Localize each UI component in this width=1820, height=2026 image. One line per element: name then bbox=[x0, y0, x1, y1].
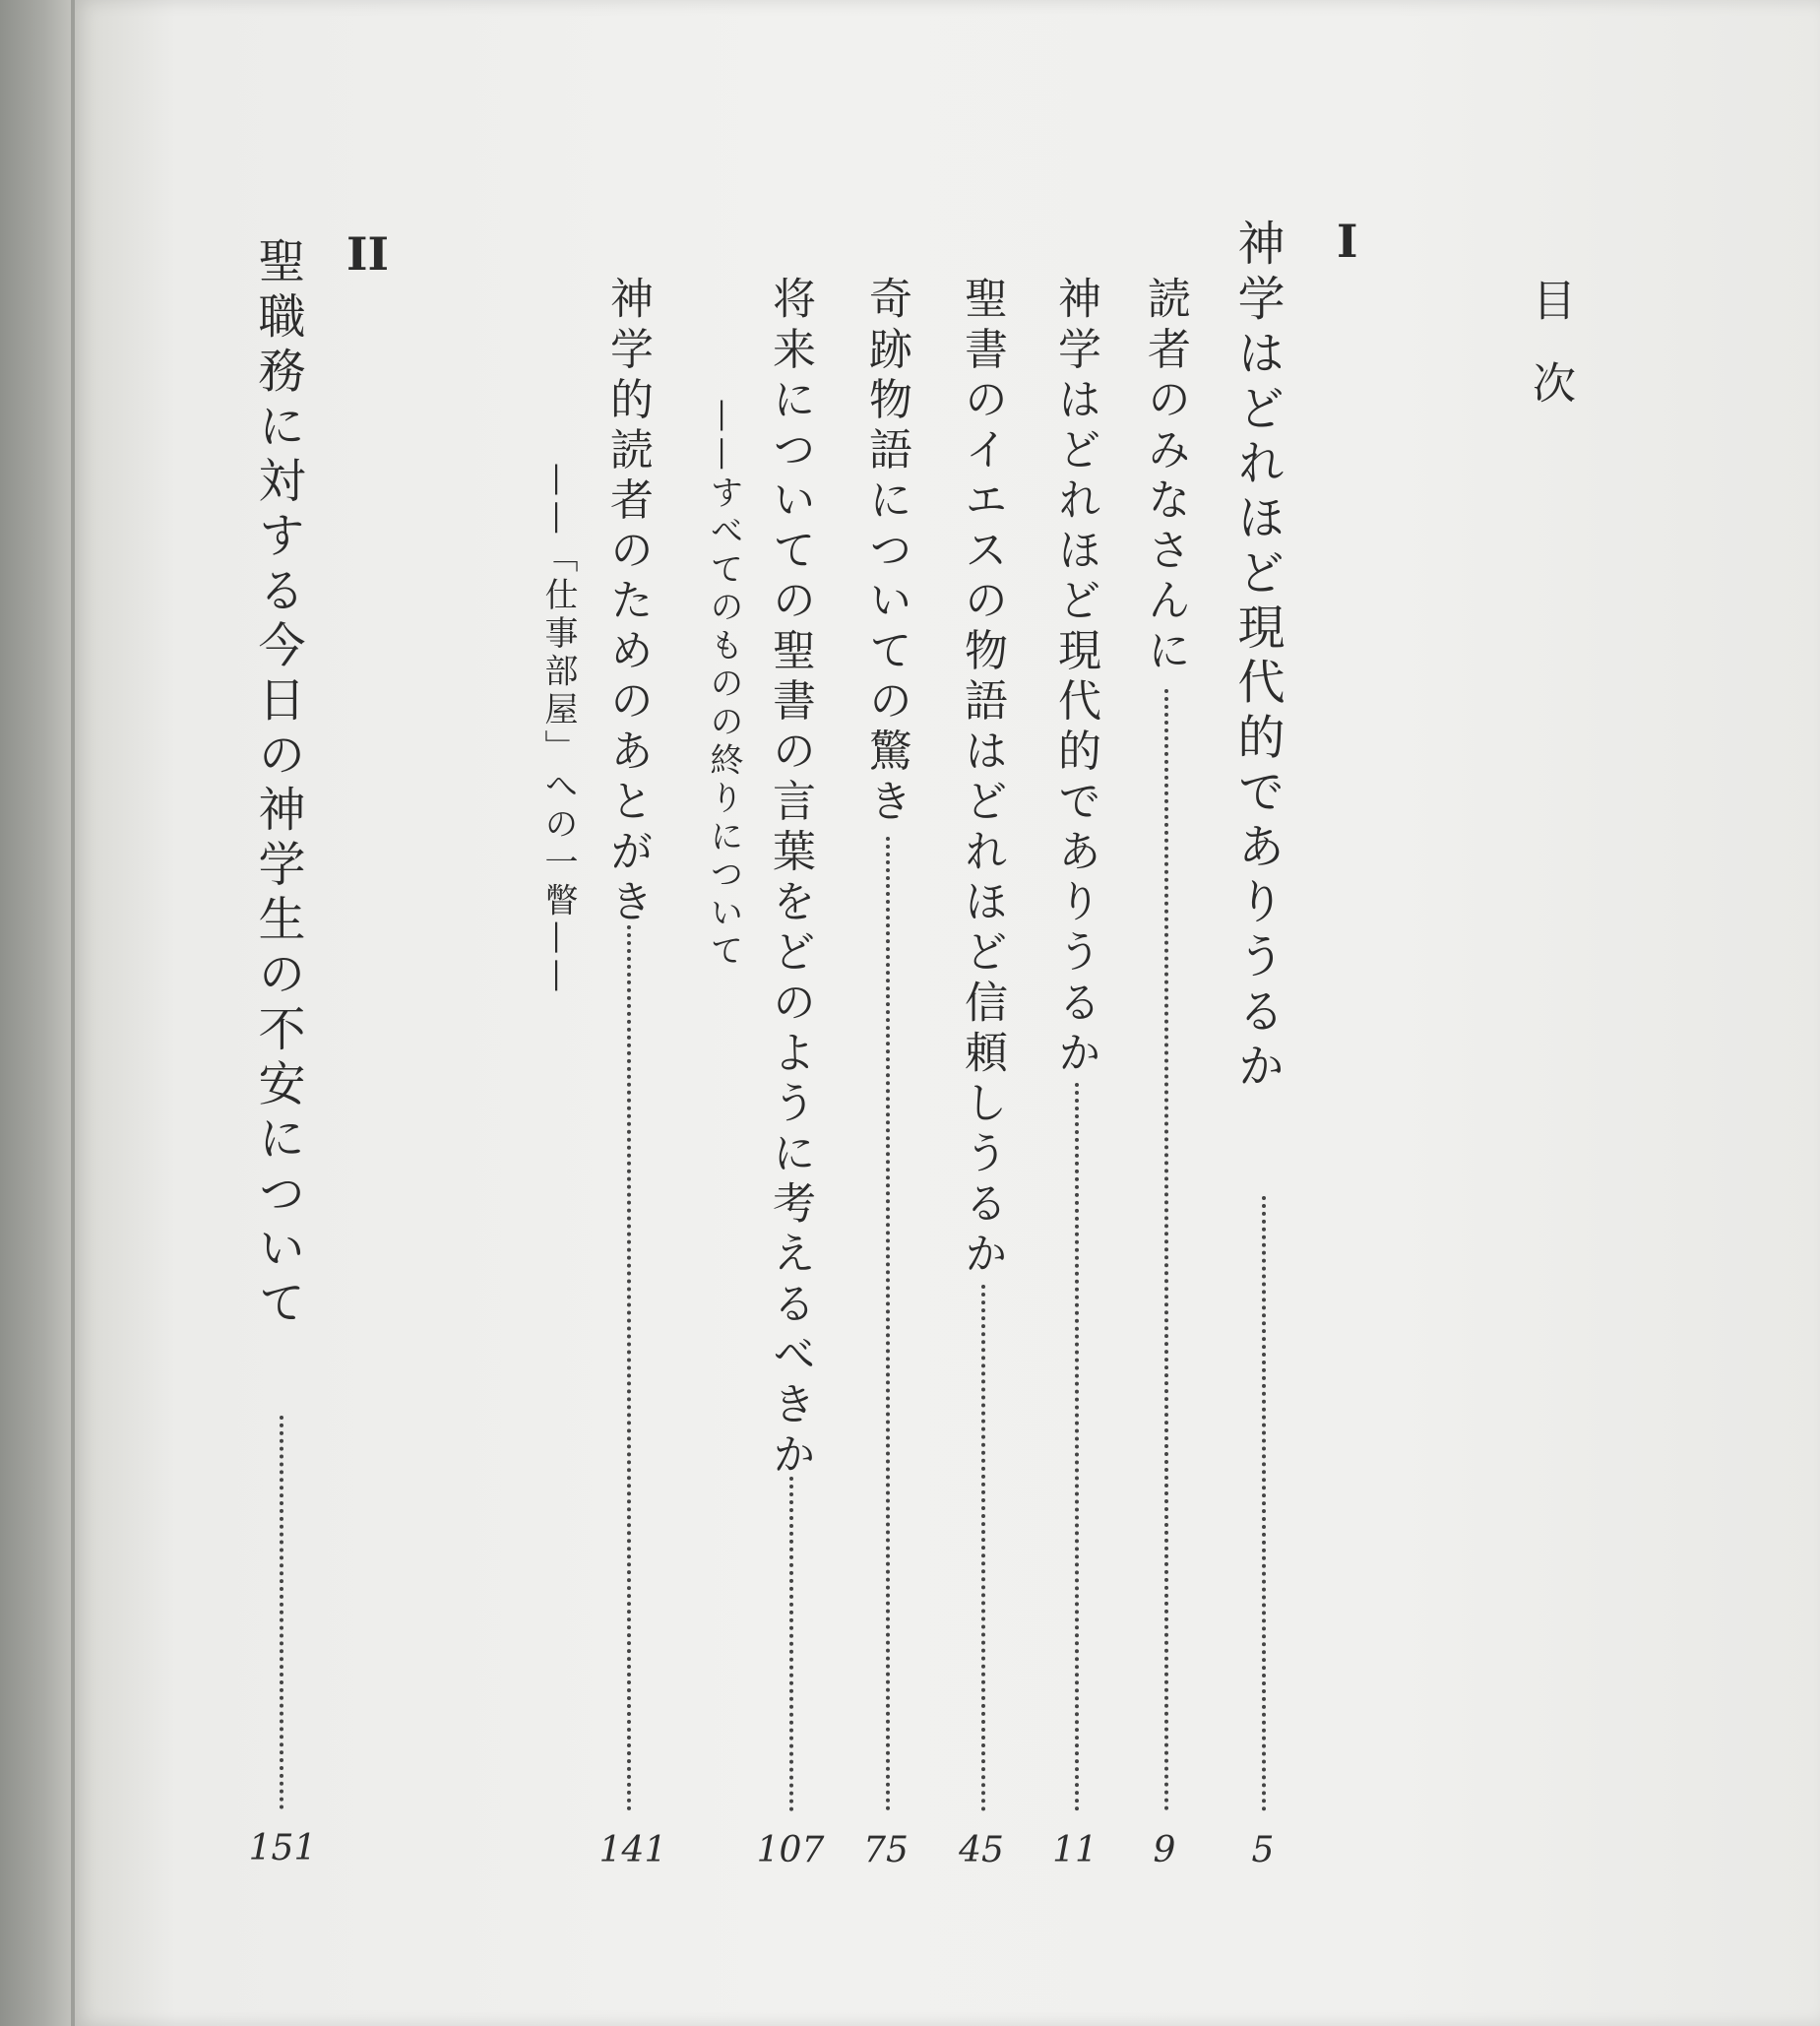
toc-entry-title: 聖職務に対する今日の神学生の不安について bbox=[250, 236, 305, 1333]
leader-dots bbox=[886, 837, 890, 1811]
page-number: 5 bbox=[1251, 1830, 1275, 1870]
leader-dots bbox=[981, 1285, 985, 1811]
toc-entry-subtitle: ——すべてのものの終りについて bbox=[704, 399, 743, 972]
leader-dots bbox=[789, 1477, 793, 1811]
toc-entry-title: 奇跡物語についての驚き bbox=[861, 276, 911, 829]
page-number: 11 bbox=[1052, 1830, 1098, 1870]
page-number: 75 bbox=[863, 1830, 909, 1870]
toc-entry-title: 将来についての聖書の言葉をどのように考えるべきか bbox=[765, 276, 815, 1482]
leader-dots bbox=[280, 1416, 283, 1809]
page-number: 9 bbox=[1153, 1830, 1176, 1870]
leader-dots bbox=[627, 925, 631, 1811]
leader-dots bbox=[1262, 1196, 1266, 1811]
toc-title: 目次 bbox=[1525, 278, 1575, 443]
page-edge bbox=[71, 0, 75, 2026]
page-number: 141 bbox=[598, 1830, 667, 1870]
page-number: 151 bbox=[248, 1828, 317, 1868]
toc-entry-title: 聖書のイエスの物語はどれほど信頼しうるか bbox=[957, 276, 1007, 1281]
toc-entry-title: 神学的読者のためのあとがき bbox=[602, 276, 653, 929]
section-numeral-2: II bbox=[346, 227, 390, 281]
book-gutter bbox=[0, 0, 79, 2026]
toc-entry-title: 神学はどれほど現代的でありうるか bbox=[1050, 276, 1100, 1080]
toc-entry-title: 読者のみなさんに bbox=[1140, 276, 1190, 678]
page-number: 45 bbox=[959, 1830, 1004, 1870]
toc-entry-title: 神学はどれほど現代的でありうるか bbox=[1229, 219, 1285, 1096]
toc-entry-subtitle: ——「仕事部屋」への一瞥—— bbox=[538, 463, 578, 997]
section-numeral-1: I bbox=[1337, 215, 1358, 268]
leader-dots bbox=[1075, 1083, 1079, 1811]
page-number: 107 bbox=[756, 1830, 825, 1870]
leader-dots bbox=[1164, 689, 1168, 1811]
